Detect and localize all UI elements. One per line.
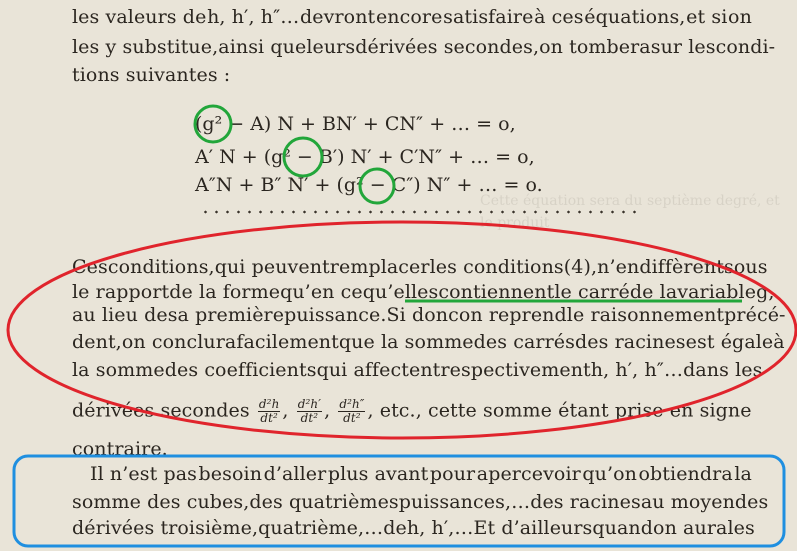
para1-line-2-word: g, — [756, 281, 775, 303]
equation-1: (g² − A) N + BN′ + CN″ + … = o, — [195, 113, 516, 135]
para1-line-5-word: respectivement — [440, 359, 591, 381]
para2-line-2-word: des quatrièmes — [249, 491, 399, 513]
equation-3: A″N + B″ N′ + (g² − C″) N″ + … = o. — [195, 174, 543, 196]
para1-line-2-word: de la — [629, 281, 678, 303]
para2-line-2-word: au moyen — [640, 491, 735, 513]
intro-line-1-word: encore — [375, 6, 443, 28]
para1-line-3-word: sa première — [167, 304, 285, 326]
para2-line-3-word: de — [383, 517, 407, 539]
intro-line-2-word: condi- — [715, 36, 776, 58]
para1-line-2-word: le carré — [554, 281, 630, 303]
para1-line-1-word: conditions, — [107, 256, 215, 278]
para1-line-5-word: dans les — [683, 359, 763, 381]
para1-line-1-word: diffèrent — [639, 256, 724, 278]
para1-line-3-word: Si donc — [386, 304, 459, 326]
green-circle-g2-eq3 — [360, 169, 394, 203]
para1-line-4-word: facilement — [236, 331, 339, 353]
para1-line-5-word: la somme — [72, 359, 165, 381]
fraction-2: $\frac{\text{d²h′}}{\text{dt²}}$ — [297, 397, 322, 425]
para1-line-1-word: Ces — [72, 256, 108, 278]
intro-line-1-word: équations, — [584, 6, 686, 28]
para1-line-4-word: dent, — [72, 331, 122, 353]
fraction-3: $\frac{\text{d²h″}}{\text{dt²}}$ — [339, 397, 365, 425]
para1-line-1-word: sous — [723, 256, 768, 278]
para1-line-4-word: des carrés — [473, 331, 575, 353]
para1-line-2-word: contiennent — [438, 281, 555, 303]
fraction-1: $\frac{\text{d²h}}{\text{dt²}}$ — [258, 397, 280, 425]
blue-box-paragraph — [14, 456, 784, 546]
para1-line-1-word: (4), — [563, 256, 598, 278]
intro-line-1-word: satisfaire — [443, 6, 534, 28]
para1-line-2-word: qu’elles — [362, 281, 439, 303]
para2-line-1-word: Il n’est pas — [90, 463, 198, 485]
intro-line-2-word: les y substitue, — [72, 36, 219, 58]
para1-line-2-word: le rapport — [72, 281, 170, 303]
green-circle-g2-eq1 — [195, 106, 231, 142]
intro-line-2-word: ainsi que — [218, 36, 307, 58]
para1-line-4-word: des racines — [574, 331, 686, 353]
para1-line-2-word: de la forme — [169, 281, 281, 303]
para1-line-7: contraire. — [72, 438, 168, 460]
para1-line-6-end: , etc., cette somme étant prise en signe — [367, 399, 752, 422]
para1-line-4-word: on conclura — [121, 331, 237, 353]
para2-line-1-word: d’aller — [263, 463, 327, 485]
para2-line-1-word: la — [734, 463, 752, 485]
para2-line-3-word: les — [727, 517, 755, 539]
intro-line-1-word: devront — [300, 6, 376, 28]
para2-line-3-word: Et d’ailleurs — [473, 517, 593, 539]
para1-line-3-word: puissance. — [284, 304, 387, 326]
para2-line-3-word: quand — [592, 517, 654, 539]
para1-line-5-word: des coefficients — [164, 359, 317, 381]
para1-line-1-word: n’en — [597, 256, 640, 278]
para2-line-2-word: des — [734, 491, 769, 513]
para2-line-1-word: apercevoir — [476, 463, 581, 485]
para2-line-2-word: des racines — [530, 491, 641, 513]
para2-line-1-word: besoin — [198, 463, 263, 485]
para2-line-1-word: pour — [429, 463, 476, 485]
para1-line-1-word: remplacer — [329, 256, 430, 278]
intro-line-3: tions suivantes : — [72, 64, 231, 86]
red-ellipse-paragraph — [8, 222, 796, 438]
intro-line-2-word: on tombera — [539, 36, 651, 58]
para2-line-3-word: dérivées troisième, — [72, 517, 259, 539]
para2-line-2-word: puissances,… — [398, 491, 531, 513]
para1-line-1-word: qui peuvent — [214, 256, 330, 278]
para2-line-2-word: somme des cubes, — [72, 491, 250, 513]
para1-line-2-word: variable — [677, 281, 757, 303]
para1-line-4-word: à — [773, 331, 785, 353]
intro-line-1-word: à ces — [534, 6, 584, 28]
para1-line-2-word: qu’en ce — [280, 281, 363, 303]
para2-line-1-word: obtiendra — [638, 463, 733, 485]
para2-line-1-word: qu’on — [582, 463, 637, 485]
para1-line-3-word: on reprend — [458, 304, 567, 326]
intro-line-2-word: sur les — [650, 36, 716, 58]
para2-line-1-word: plus avant — [327, 463, 429, 485]
green-circle-g2-eq2 — [284, 138, 322, 176]
para1-line-3-word: au lieu de — [72, 304, 168, 326]
para2-line-3-word: h, h′,… — [406, 517, 474, 539]
para1-line-5-word: qui affectent — [316, 359, 441, 381]
para1-line-4-word: est égale — [685, 331, 774, 353]
para1-line-3-word: le raisonnement — [566, 304, 725, 326]
intro-line-1-word: on — [728, 6, 752, 28]
intro-line-1-word: h, h′, h″… — [207, 6, 300, 28]
equation-2: A′ N + (g² − B′) N′ + C′N″ + … = o, — [195, 146, 535, 168]
intro-line-1-word: et si — [686, 6, 728, 28]
intro-line-1-word: les valeurs de — [72, 6, 207, 28]
para2-line-3-word: quatrième,… — [258, 517, 384, 539]
para1-line-3-word: précé- — [724, 304, 786, 326]
para2-line-3-word: on aura — [653, 517, 728, 539]
para1-line-5-word: h, h′, h″… — [590, 359, 684, 381]
para1-line-4-word: que la somme — [338, 331, 474, 353]
para1-line-6-start: dérivées secondes — [72, 399, 250, 422]
bleed-through-line: Cette équation sera du septième degré, et le produit — [480, 193, 780, 231]
para1-line-6: dérivées secondes $\frac{\text{d²h}}{\text{dt²}}$ , $\frac{\text{d²h′}}{\text{dt²}}$ , $\frac{\text{d²h″}}{\text{dt²}}$ , etc., cette somme étant prise en signe — [72, 397, 752, 425]
intro-line-2-word: leurs — [306, 36, 356, 58]
para1-line-1-word: les conditions — [429, 256, 564, 278]
intro-line-2-word: dérivées secondes, — [355, 36, 540, 58]
